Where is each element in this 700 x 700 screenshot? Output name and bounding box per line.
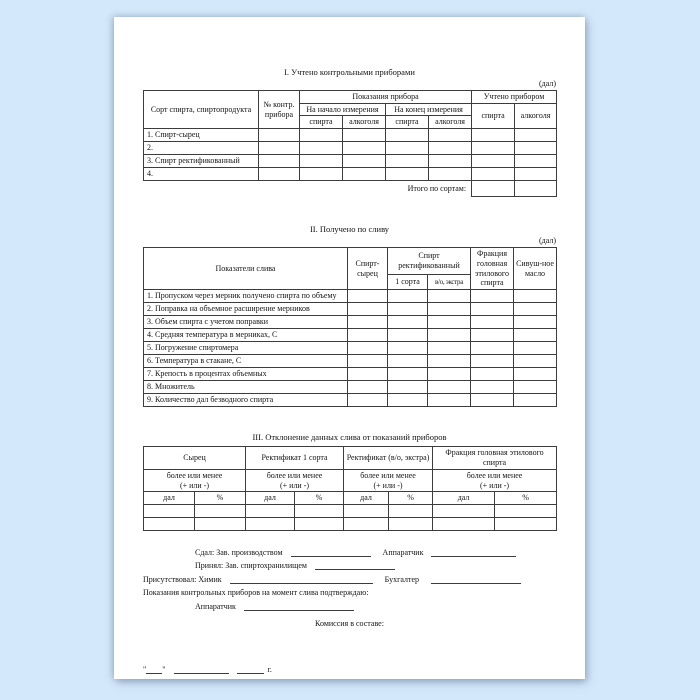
empty-cell — [471, 368, 514, 381]
empty-cell — [344, 505, 389, 518]
column-header-sort: Сорт спирта, спиртопродукта — [144, 90, 259, 128]
empty-cell — [514, 394, 557, 407]
column-header-spirit-counted: спирта — [472, 103, 515, 129]
empty-cell — [259, 129, 300, 142]
empty-cell — [428, 316, 471, 329]
column-header-counted: Учтено прибором — [472, 90, 557, 103]
column-header-percent: % — [389, 492, 433, 505]
column-header-raw-spirit: Спирт-сырец — [348, 248, 388, 290]
row-label: 3. Спирт ректификованный — [144, 155, 259, 168]
empty-cell — [428, 303, 471, 316]
more-less-line2: (+ или -) — [373, 480, 403, 490]
column-header-percent: % — [495, 492, 557, 505]
section2-unit-label: (дал) — [538, 236, 556, 246]
column-header-alcohol-counted: алкоголя — [515, 103, 557, 129]
more-less-line2: (+ или -) — [480, 480, 510, 490]
empty-cell — [295, 505, 344, 518]
row-label: 2. — [144, 142, 259, 155]
column-header-drain-indicators: Показатели слива — [144, 248, 348, 290]
empty-cell — [343, 129, 386, 142]
signature-line — [431, 547, 516, 557]
section1-title: I. Учтено контрольными приборами — [284, 67, 415, 77]
present-row — [143, 570, 556, 584]
empty-cell — [428, 394, 471, 407]
empty-cell — [259, 168, 300, 181]
empty-cell — [471, 342, 514, 355]
row-label: 7. Крепость в процентах объемных — [144, 368, 348, 381]
empty-cell — [429, 168, 472, 181]
empty-cell — [515, 168, 557, 181]
empty-cell — [495, 518, 557, 531]
table-received-by-drain — [143, 247, 557, 407]
signature-line — [431, 574, 521, 584]
row-label: 1. Пропуском через мерник получено спирта по объему — [144, 290, 348, 303]
empty-cell — [388, 303, 428, 316]
section1-unit-label: (дал) — [538, 79, 556, 89]
empty-cell — [348, 355, 388, 368]
signature-line — [230, 574, 373, 584]
column-header-percent: % — [295, 492, 344, 505]
empty-cell — [348, 329, 388, 342]
row-label: 6. Температура в стакане, С — [144, 355, 348, 368]
column-header-fusel-oil: Сивуш-ное масло — [514, 248, 557, 290]
column-header-head-fraction: Фракция головная этилового спирта — [471, 248, 514, 290]
accountant-label: Бухгалтер — [384, 574, 420, 584]
empty-cell — [300, 155, 343, 168]
column-header-spirit-start: спирта — [300, 116, 343, 129]
confirm-note: Показания контрольных приборов на момент слива подтверждаю: — [143, 588, 369, 598]
section2-title: II. Получено по сливу — [309, 224, 390, 235]
empty-cell — [388, 381, 428, 394]
signature-line — [244, 601, 354, 611]
row-label: 2. Поправка на объемное расширение мерников — [144, 303, 348, 316]
total-by-sort-label: Итого по сортам: — [407, 184, 467, 194]
row-label: 1. Спирт-сырец — [144, 129, 259, 142]
empty-cell — [471, 329, 514, 342]
empty-cell — [144, 505, 195, 518]
signature-block — [143, 543, 556, 674]
empty-cell — [348, 368, 388, 381]
empty-cell — [472, 168, 515, 181]
group-header-rectified-extra: Ректификат (в/о, экстра) — [344, 447, 433, 470]
empty-cell — [348, 342, 388, 355]
empty-cell — [471, 355, 514, 368]
empty-cell — [471, 290, 514, 303]
empty-cell — [195, 505, 246, 518]
empty-cell — [514, 381, 557, 394]
empty-cell — [389, 505, 433, 518]
more-less-line1: более или менее — [266, 470, 323, 480]
total-cell — [472, 181, 515, 197]
empty-cell — [472, 129, 515, 142]
empty-cell — [144, 518, 195, 531]
empty-cell — [388, 355, 428, 368]
handed-by-label: Сдал: Зав. производством — [195, 547, 283, 557]
column-header-alcohol-end: алкоголя — [429, 116, 472, 129]
empty-cell — [428, 355, 471, 368]
table-deviation — [143, 446, 557, 531]
row-label: 9. Количество дал безводного спирта — [144, 394, 348, 407]
row-label: 5. Погружение спиртомера — [144, 342, 348, 355]
empty-cell — [348, 381, 388, 394]
empty-cell — [259, 142, 300, 155]
group-header-rectified-grade1: Ректификат 1 сорта — [246, 447, 344, 470]
document-page — [114, 17, 585, 679]
empty-cell — [514, 290, 557, 303]
group-header-raw: Сырец — [144, 447, 246, 470]
operator2-label: Аппаратчик — [195, 601, 236, 611]
confirm-note-row — [143, 584, 556, 598]
empty-cell — [472, 155, 515, 168]
empty-cell — [389, 518, 433, 531]
more-less-line1: более или менее — [360, 470, 416, 480]
column-header-extra: в/о, экстра — [428, 275, 471, 290]
date-year-line — [237, 664, 264, 674]
row-label: 4. — [144, 168, 259, 181]
empty-cell — [348, 316, 388, 329]
empty-cell — [246, 505, 295, 518]
empty-cell — [514, 368, 557, 381]
empty-cell — [515, 155, 557, 168]
empty-cell — [471, 303, 514, 316]
total-cell — [515, 181, 557, 197]
empty-cell — [514, 316, 557, 329]
section3-title: III. Отклонение данных слива от показаний приборов — [252, 432, 447, 443]
empty-cell — [514, 303, 557, 316]
empty-cell — [429, 129, 472, 142]
empty-cell — [348, 290, 388, 303]
row-label: 8. Множитель — [144, 381, 348, 394]
more-less-header — [246, 469, 344, 492]
empty-cell — [429, 142, 472, 155]
empty-cell — [386, 155, 429, 168]
column-header-spirit-end: спирта — [386, 116, 429, 129]
empty-cell — [428, 290, 471, 303]
column-header-end: На конец измерения — [386, 103, 472, 116]
empty-cell — [386, 142, 429, 155]
more-less-header — [344, 469, 433, 492]
handed-by-row — [143, 543, 556, 557]
empty-cell — [295, 518, 344, 531]
empty-cell — [514, 329, 557, 342]
column-header-alcohol-start: алкоголя — [343, 116, 386, 129]
empty-cell — [472, 142, 515, 155]
column-header-dal: дал — [344, 492, 389, 505]
column-header-percent: % — [195, 492, 246, 505]
column-header-grade1: 1 сорта — [388, 275, 428, 290]
empty-cell — [388, 394, 428, 407]
column-header-readings: Показания прибора — [300, 90, 472, 103]
empty-cell — [246, 518, 295, 531]
empty-cell — [428, 342, 471, 355]
empty-cell — [429, 155, 472, 168]
empty-cell — [514, 342, 557, 355]
empty-cell — [388, 342, 428, 355]
empty-cell — [300, 168, 343, 181]
empty-cell — [515, 129, 557, 142]
more-less-line1: более или менее — [466, 470, 523, 480]
empty-cell — [348, 303, 388, 316]
more-less-header — [144, 469, 246, 492]
empty-cell — [386, 129, 429, 142]
date-row — [143, 660, 556, 674]
empty-cell — [348, 394, 388, 407]
empty-cell — [428, 381, 471, 394]
empty-cell — [388, 329, 428, 342]
more-less-line2: (+ или -) — [279, 480, 310, 490]
date-month-line — [174, 664, 229, 674]
present-label: Присутствовал: Химик — [143, 574, 222, 584]
received-by-row — [143, 557, 556, 571]
empty-cell — [344, 518, 389, 531]
more-less-header — [433, 469, 557, 492]
empty-cell — [343, 155, 386, 168]
empty-cell — [388, 290, 428, 303]
operator2-row — [143, 597, 556, 611]
row-label: 4. Средняя температура в мерниках, С — [144, 329, 348, 342]
column-header-rectified: Спирт ректификованный — [388, 248, 471, 275]
empty-cell — [428, 329, 471, 342]
column-header-device-no: № контр. прибора — [259, 90, 300, 128]
empty-cell — [195, 518, 246, 531]
operator-label: Аппаратчик — [382, 547, 424, 557]
empty-cell — [386, 168, 429, 181]
empty-cell — [471, 381, 514, 394]
date-quote-close: " — [162, 664, 166, 674]
empty-cell — [388, 316, 428, 329]
empty-cell — [471, 316, 514, 329]
commission-label: Комиссия в составе: — [315, 618, 384, 628]
empty-cell — [515, 142, 557, 155]
row-label: 3. Объем спирта с учетом поправки — [144, 316, 348, 329]
received-by-label: Принял: Зав. спиртохранилищем — [195, 561, 307, 571]
column-header-dal: дал — [433, 492, 495, 505]
empty-cell — [495, 505, 557, 518]
empty-cell — [433, 505, 495, 518]
column-header-start: На начало измерения — [300, 103, 386, 116]
empty-cell — [471, 394, 514, 407]
empty-cell — [514, 355, 557, 368]
empty-cell — [343, 168, 386, 181]
empty-cell — [388, 368, 428, 381]
empty-cell — [300, 129, 343, 142]
date-day-line — [146, 664, 162, 674]
empty-cell — [259, 155, 300, 168]
empty-cell — [343, 142, 386, 155]
table-accounted-by-devices — [143, 90, 557, 197]
year-suffix: г. — [267, 664, 272, 674]
more-less-line1: более или менее — [166, 470, 223, 480]
signature-line — [291, 547, 371, 557]
signature-line — [315, 560, 395, 570]
empty-cell — [300, 142, 343, 155]
empty-cell — [433, 518, 495, 531]
date-quote-open: " — [143, 664, 147, 674]
group-header-head-fraction: Фракция головная этилового спирта — [433, 447, 557, 470]
column-header-dal: дал — [246, 492, 295, 505]
more-less-line2: (+ или -) — [179, 480, 210, 490]
empty-cell — [428, 368, 471, 381]
column-header-dal: дал — [144, 492, 195, 505]
